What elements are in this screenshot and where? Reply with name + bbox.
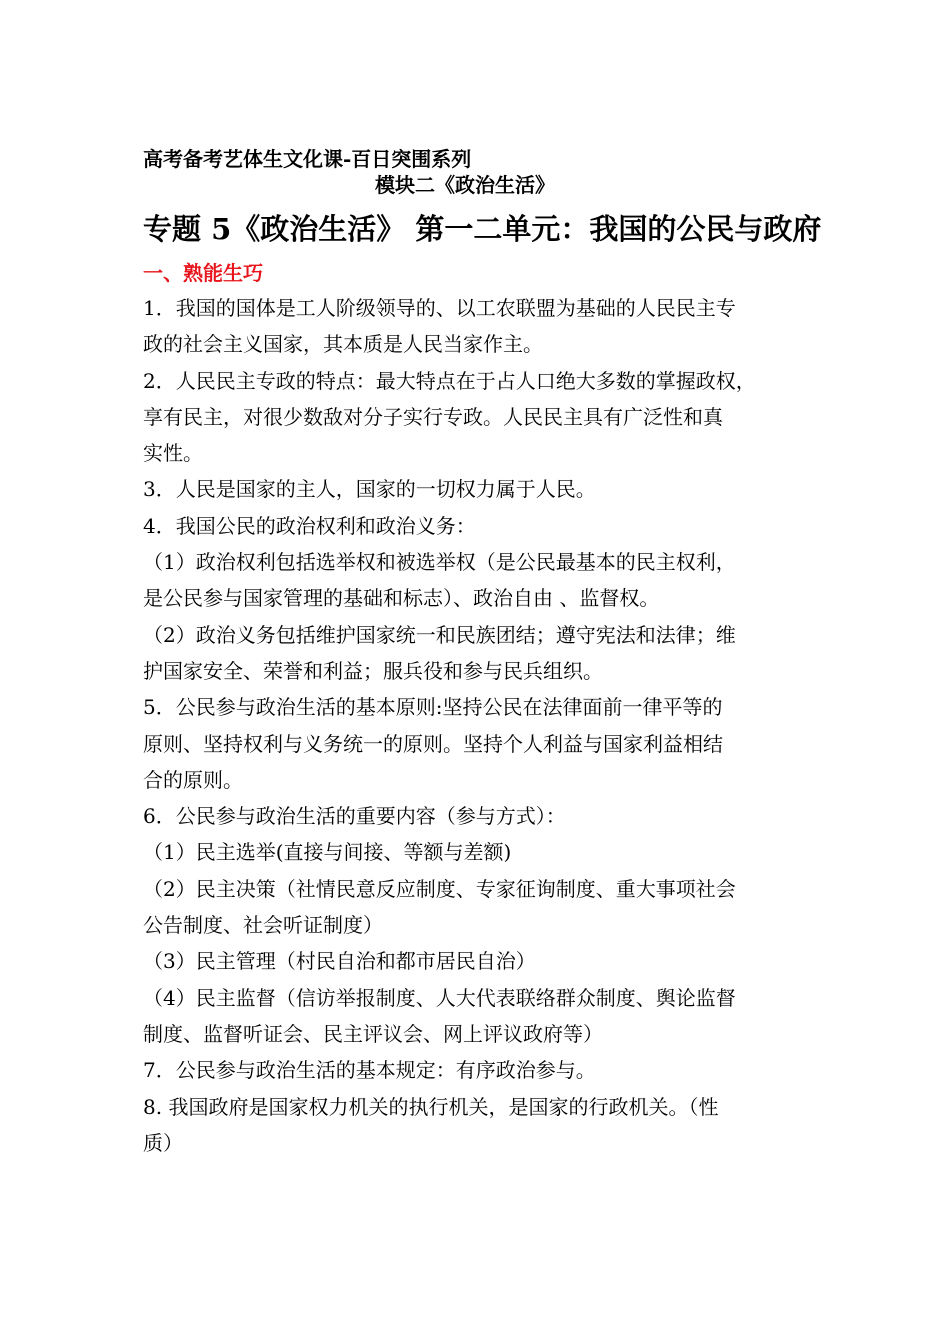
- module-title: 模块二《政治生活》: [375, 173, 555, 197]
- text-line: 8. 我国政府是国家权力机关的执行机关，是国家的行政机关。（性: [143, 1094, 719, 1119]
- text-line: 6．公民参与政治生活的重要内容（参与方式）：: [143, 804, 566, 829]
- text-line: 公告制度、社会听证制度）: [143, 913, 383, 938]
- text-line: 质）: [143, 1130, 183, 1155]
- text-line: 原则、坚持权利与义务统一的原则。坚持个人利益与国家利益相结: [143, 731, 723, 756]
- section-heading: 一、熟能生巧: [143, 261, 263, 285]
- text-line: 2．人民民主专政的特点：最大特点在于占人口绝大多数的掌握政权，: [143, 368, 756, 393]
- text-line: 5．公民参与政治生活的基本原则:坚持公民在法律面前一律平等的: [143, 695, 723, 720]
- text-line: （4）民主监督（信访举报制度、人大代表联络群众制度、舆论监督: [143, 985, 736, 1010]
- text-line: 享有民主，对很少数敌对分子实行专政。人民民主具有广泛性和真: [143, 404, 723, 429]
- text-line: 7．公民参与政治生活的基本规定：有序政治参与。: [143, 1058, 596, 1083]
- text-line: 1．我国的国体是工人阶级领导的、以工农联盟为基础的人民民主专: [143, 296, 736, 320]
- text-line: 是公民参与国家管理的基础和标志）、政治自由 、监督权。: [143, 586, 660, 611]
- text-line: 实性。: [143, 441, 203, 466]
- text-line: （3）民主管理（村民自治和都市居民自治）: [143, 949, 536, 974]
- series-title: 高考备考艺体生文化课-百日突围系列: [143, 147, 472, 171]
- text-line: （1）民主选举(直接与间接、等额与差额): [143, 840, 512, 865]
- text-line: 4．我国公民的政治权利和政治义务：: [143, 513, 476, 538]
- text-line: 3．人民是国家的主人，国家的一切权力属于人民。: [143, 477, 596, 502]
- text-line: （1）政治权利包括选举权和被选举权（是公民最基本的民主权利，: [143, 550, 736, 575]
- text-line: 合的原则。: [143, 767, 243, 792]
- text-line: 制度、监督听证会、民主评议会、网上评议政府等）: [143, 1021, 603, 1046]
- text-line: （2）民主决策（社情民意反应制度、专家征询制度、重大事项社会: [143, 876, 736, 901]
- text-line: （2）政治义务包括维护国家统一和民族团结；遵守宪法和法律；维: [143, 622, 736, 647]
- text-line: 政的社会主义国家，其本质是人民当家作主。: [143, 332, 543, 357]
- text-line: 护国家安全、荣誉和利益；服兵役和参与民兵组织。: [143, 658, 603, 683]
- topic-title: 专题 5《政治生活》 第一二单元：我国的公民与政府: [143, 212, 822, 246]
- body-text: [143, 290, 813, 1161]
